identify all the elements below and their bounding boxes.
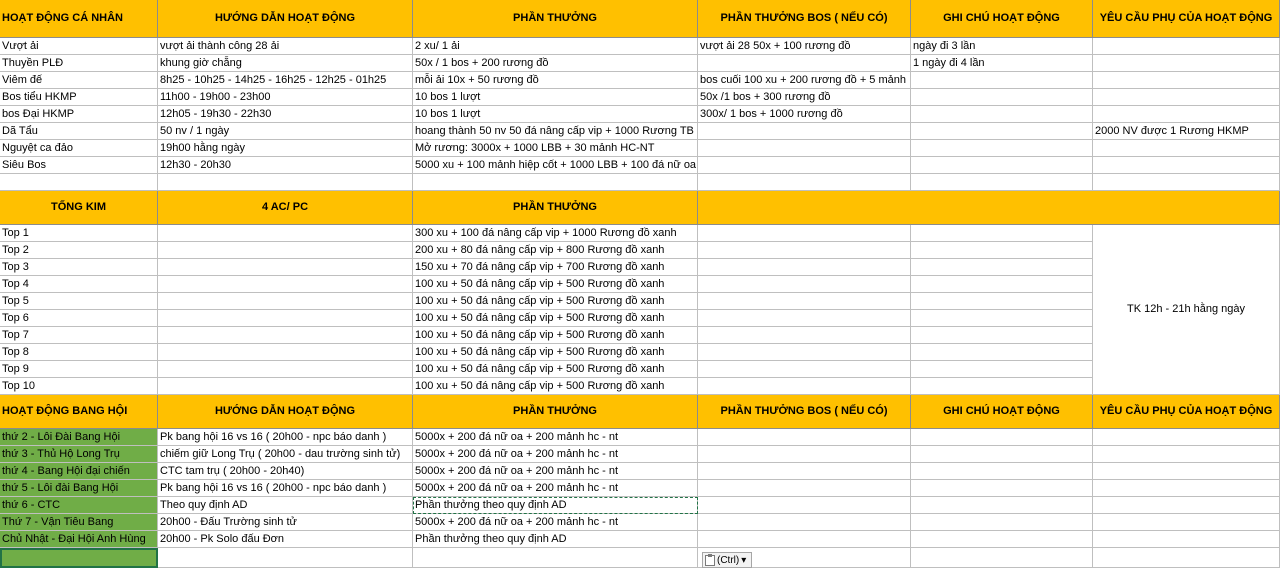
table-cell[interactable] (698, 344, 911, 361)
table-cell[interactable] (1093, 38, 1280, 55)
table-cell[interactable]: Top 10 (0, 378, 158, 395)
table-cell[interactable]: 100 xu + 50 đá nâng cấp vip + 500 Rương đồ xanh (413, 327, 698, 344)
header-cell[interactable]: HOẠT ĐỘNG CÁ NHÂN (0, 0, 158, 38)
header-cell[interactable]: HOẠT ĐỘNG BANG HỘI (0, 395, 158, 429)
table-cell[interactable] (911, 106, 1093, 123)
table-cell[interactable] (158, 276, 413, 293)
table-cell[interactable] (698, 310, 911, 327)
table-cell[interactable]: 50 nv / 1 ngày (158, 123, 413, 140)
header-cell[interactable]: GHI CHÚ HOẠT ĐỘNG (911, 0, 1093, 38)
table-cell[interactable]: thứ 6 - CTC (0, 497, 158, 514)
header-cell[interactable]: TỐNG KIM (0, 191, 158, 225)
table-cell[interactable]: 100 xu + 50 đá nâng cấp vip + 500 Rương đồ xanh (413, 378, 698, 395)
table-cell[interactable] (911, 242, 1093, 259)
chevron-down-icon: ▾ (741, 554, 747, 566)
table-cell[interactable] (911, 446, 1093, 463)
table-cell[interactable]: 19h00 hằng ngày (158, 140, 413, 157)
table-cell[interactable] (1093, 157, 1280, 174)
table-cell[interactable]: Thuyền PLĐ (0, 55, 158, 72)
table-cell[interactable]: 150 xu + 70 đá nâng cấp vip + 700 Rương đồ xanh (413, 259, 698, 276)
table-cell[interactable] (158, 174, 413, 191)
table-cell[interactable] (911, 429, 1093, 446)
table-cell[interactable] (1093, 106, 1280, 123)
clipboard-icon (705, 555, 715, 566)
table-cell[interactable]: Chủ Nhật - Đại Hội Anh Hùng (0, 531, 158, 548)
table-cell[interactable] (0, 174, 158, 191)
table-cell[interactable] (911, 225, 1093, 242)
table-cell[interactable]: ngày đi 3 lần (911, 38, 1093, 55)
table-cell[interactable] (911, 174, 1093, 191)
table-cell[interactable]: 5000x + 200 đá nữ oa + 200 mảnh hc - nt (413, 514, 698, 531)
table-cell[interactable]: Top 2 (0, 242, 158, 259)
table-cell[interactable] (911, 327, 1093, 344)
table-cell[interactable]: Siêu Bos (0, 157, 158, 174)
table-cell[interactable] (698, 531, 911, 548)
table-cell[interactable]: Phần thưởng theo quy định AD (413, 497, 698, 514)
paste-options-label: (Ctrl) (717, 554, 740, 566)
table-cell[interactable]: Top 9 (0, 361, 158, 378)
table-cell[interactable] (698, 276, 911, 293)
table-cell[interactable] (698, 140, 911, 157)
table-cell[interactable]: Nguyệt ca đảo (0, 140, 158, 157)
table-cell[interactable]: 20h00 - Pk Solo đấu Đơn (158, 531, 413, 548)
header-cell[interactable]: PHẦN THƯỞNG (413, 395, 698, 429)
table-cell[interactable]: vượt ải thành công 28 ải (158, 38, 413, 55)
table-cell[interactable] (911, 259, 1093, 276)
table-cell[interactable] (158, 548, 413, 568)
table-cell[interactable]: hoang thành 50 nv 50 đá nâng cấp vip + 1000 Rương TB (413, 123, 698, 140)
table-cell[interactable] (698, 446, 911, 463)
table-cell[interactable] (698, 242, 911, 259)
table-cell[interactable]: thứ 3 - Thủ Hộ Long Trụ (0, 446, 158, 463)
table-cell[interactable] (413, 174, 698, 191)
table-cell[interactable] (698, 480, 911, 497)
table-cell[interactable] (911, 157, 1093, 174)
header-cell[interactable]: HƯỚNG DẪN HOẠT ĐỘNG (158, 0, 413, 38)
table-cell[interactable]: 100 xu + 50 đá nâng cấp vip + 500 Rương đồ xanh (413, 344, 698, 361)
header-cell[interactable]: PHẦN THƯỞNG BOS ( NẾU CÓ) (698, 395, 911, 429)
table-cell[interactable]: bos cuối 100 xu + 200 rương đồ + 5 mảnh (698, 72, 911, 89)
table-cell[interactable] (1093, 429, 1280, 446)
table-cell[interactable]: thứ 4 - Bang Hội đại chiến (0, 463, 158, 480)
table-cell[interactable]: thứ 2 - Lôi Đài Bang Hội (0, 429, 158, 446)
table-cell[interactable] (1093, 531, 1280, 548)
table-cell[interactable] (1093, 89, 1280, 106)
table-cell[interactable]: 50x /1 bos + 300 rương đồ (698, 89, 911, 106)
table-cell[interactable] (911, 140, 1093, 157)
table-cell[interactable] (1093, 446, 1280, 463)
table-cell[interactable] (1093, 174, 1280, 191)
table-cell[interactable] (911, 361, 1093, 378)
table-cell[interactable] (158, 378, 413, 395)
table-cell[interactable] (911, 378, 1093, 395)
table-cell[interactable] (1093, 55, 1280, 72)
table-cell[interactable]: Pk bang hội 16 vs 16 ( 20h00 - npc báo danh ) (158, 429, 413, 446)
table-cell[interactable] (1093, 480, 1280, 497)
table-cell[interactable]: 5000 xu + 100 mảnh hiệp cốt + 1000 LBB + 100 đá nữ oa (413, 157, 698, 174)
merged-note-cell[interactable]: TK 12h - 21h hằng ngày (1093, 225, 1280, 395)
table-cell[interactable]: Pk bang hội 16 vs 16 ( 20h00 - npc báo danh ) (158, 480, 413, 497)
header-cell[interactable]: PHẦN THƯỞNG (413, 0, 698, 38)
table-cell[interactable] (158, 242, 413, 259)
table-cell[interactable]: Dã Tẩu (0, 123, 158, 140)
table-cell[interactable]: 50x / 1 bos + 200 rương đồ (413, 55, 698, 72)
table-cell[interactable] (911, 344, 1093, 361)
table-cell[interactable]: 100 xu + 50 đá nâng cấp vip + 500 Rương đồ xanh (413, 293, 698, 310)
table-cell[interactable]: 300 xu + 100 đá nâng cấp vip + 1000 Rương đồ xanh (413, 225, 698, 242)
table-cell[interactable] (698, 327, 911, 344)
table-cell[interactable]: Phần thưởng theo quy định AD (413, 531, 698, 548)
table-cell[interactable] (911, 480, 1093, 497)
table-cell[interactable]: 2 xu/ 1 ải (413, 38, 698, 55)
header-cell[interactable]: YÊU CẦU PHỤ CỦA HOẠT ĐỘNG (1093, 395, 1280, 429)
table-cell[interactable]: 10 bos 1 lượt (413, 106, 698, 123)
table-cell[interactable]: 10 bos 1 lượt (413, 89, 698, 106)
table-cell[interactable] (0, 548, 158, 568)
table-cell[interactable]: Mở rương: 3000x + 1000 LBB + 30 mảnh HC-NT (413, 140, 698, 157)
table-cell[interactable] (698, 361, 911, 378)
table-cell[interactable]: mỗi ải 10x + 50 rương đồ (413, 72, 698, 89)
header-cell[interactable]: YÊU CẦU PHỤ CỦA HOẠT ĐỘNG (1093, 0, 1280, 38)
table-cell[interactable] (911, 72, 1093, 89)
table-cell[interactable] (158, 361, 413, 378)
table-cell[interactable]: Vượt ải (0, 38, 158, 55)
table-cell[interactable]: 200 xu + 80 đá nâng cấp vip + 800 Rương đồ xanh (413, 242, 698, 259)
table-cell[interactable] (698, 157, 911, 174)
table-cell[interactable]: Top 6 (0, 310, 158, 327)
table-cell[interactable]: CTC tam trụ ( 20h00 - 20h40) (158, 463, 413, 480)
table-cell[interactable]: bos Đại HKMP (0, 106, 158, 123)
table-cell[interactable] (158, 293, 413, 310)
table-cell[interactable] (698, 497, 911, 514)
table-cell[interactable] (698, 225, 911, 242)
table-cell[interactable]: Top 4 (0, 276, 158, 293)
table-cell[interactable] (698, 55, 911, 72)
table-cell[interactable] (158, 259, 413, 276)
table-cell[interactable]: Top 7 (0, 327, 158, 344)
table-cell[interactable] (911, 548, 1093, 568)
table-cell[interactable]: 12h30 - 20h30 (158, 157, 413, 174)
table-cell[interactable]: 5000x + 200 đá nữ oa + 200 mảnh hc - nt (413, 480, 698, 497)
table-cell[interactable]: 100 xu + 50 đá nâng cấp vip + 500 Rương đồ xanh (413, 276, 698, 293)
table-cell[interactable] (1093, 140, 1280, 157)
table-cell[interactable] (158, 225, 413, 242)
table-cell[interactable]: 2000 NV được 1 Rương HKMP (1093, 123, 1280, 140)
table-cell[interactable]: 100 xu + 50 đá nâng cấp vip + 500 Rương đồ xanh (413, 361, 698, 378)
table-cell[interactable] (1093, 497, 1280, 514)
table-cell[interactable] (698, 293, 911, 310)
table-cell[interactable] (158, 344, 413, 361)
table-cell[interactable]: 5000x + 200 đá nữ oa + 200 mảnh hc - nt (413, 463, 698, 480)
table-cell[interactable] (698, 259, 911, 276)
table-cell[interactable] (911, 123, 1093, 140)
table-cell[interactable] (911, 514, 1093, 531)
table-cell[interactable] (911, 531, 1093, 548)
table-cell[interactable]: 20h00 - Đấu Trường sinh tử (158, 514, 413, 531)
table-cell[interactable] (698, 429, 911, 446)
paste-options-button[interactable] (702, 552, 752, 568)
table-cell[interactable] (698, 463, 911, 480)
table-cell[interactable] (911, 89, 1093, 106)
table-cell[interactable]: 300x/ 1 bos + 1000 rương đồ (698, 106, 911, 123)
table-cell[interactable]: 12h05 - 19h30 - 22h30 (158, 106, 413, 123)
header-cell[interactable]: PHẦN THƯỞNG (413, 191, 698, 225)
header-cell[interactable]: 4 AC/ PC (158, 191, 413, 225)
table-cell[interactable]: vượt ải 28 50x + 100 rương đồ (698, 38, 911, 55)
table-cell[interactable]: Top 1 (0, 225, 158, 242)
table-cell[interactable] (911, 497, 1093, 514)
table-cell[interactable]: Viêm đế (0, 72, 158, 89)
table-cell[interactable]: 8h25 - 10h25 - 14h25 - 16h25 - 12h25 - 01h25 (158, 72, 413, 89)
table-cell[interactable] (1093, 463, 1280, 480)
table-cell[interactable] (158, 310, 413, 327)
table-cell[interactable]: Bos tiểu HKMP (0, 89, 158, 106)
table-cell[interactable]: Top 3 (0, 259, 158, 276)
header-cell[interactable]: PHẦN THƯỞNG BOS ( NẾU CÓ) (698, 0, 911, 38)
table-cell[interactable]: Top 8 (0, 344, 158, 361)
table-cell[interactable]: Top 5 (0, 293, 158, 310)
table-cell[interactable] (158, 327, 413, 344)
table-cell[interactable] (911, 276, 1093, 293)
table-cell[interactable]: 1 ngày đi 4 lần (911, 55, 1093, 72)
table-cell[interactable] (1093, 72, 1280, 89)
table-cell[interactable] (698, 378, 911, 395)
table-cell[interactable]: Theo quy định AD (158, 497, 413, 514)
header-cell[interactable]: GHI CHÚ HOẠT ĐỘNG (911, 395, 1093, 429)
table-cell[interactable] (1093, 514, 1280, 531)
table-cell[interactable]: thứ 5 - Lôi đài Bang Hội (0, 480, 158, 497)
header-cell[interactable] (698, 191, 1280, 225)
table-cell[interactable] (911, 310, 1093, 327)
table-cell[interactable] (698, 514, 911, 531)
table-cell[interactable]: khung giờ chẵng (158, 55, 413, 72)
table-cell[interactable] (698, 123, 911, 140)
table-cell[interactable]: 11h00 - 19h00 - 23h00 (158, 89, 413, 106)
table-cell[interactable]: chiếm giữ Long Trụ ( 20h00 - dau trường sinh tử) (158, 446, 413, 463)
header-cell[interactable]: HƯỚNG DẪN HOẠT ĐỘNG (158, 395, 413, 429)
table-cell[interactable] (911, 463, 1093, 480)
table-cell[interactable]: Thứ 7 - Vận Tiêu Bang (0, 514, 158, 531)
table-cell[interactable]: 5000x + 200 đá nữ oa + 200 mảnh hc - nt (413, 429, 698, 446)
table-cell[interactable]: 100 xu + 50 đá nâng cấp vip + 500 Rương đồ xanh (413, 310, 698, 327)
table-cell[interactable]: 5000x + 200 đá nữ oa + 200 mảnh hc - nt (413, 446, 698, 463)
table-cell[interactable] (1093, 548, 1280, 568)
table-cell[interactable] (698, 174, 911, 191)
table-cell[interactable] (911, 293, 1093, 310)
table-cell[interactable] (413, 548, 698, 568)
